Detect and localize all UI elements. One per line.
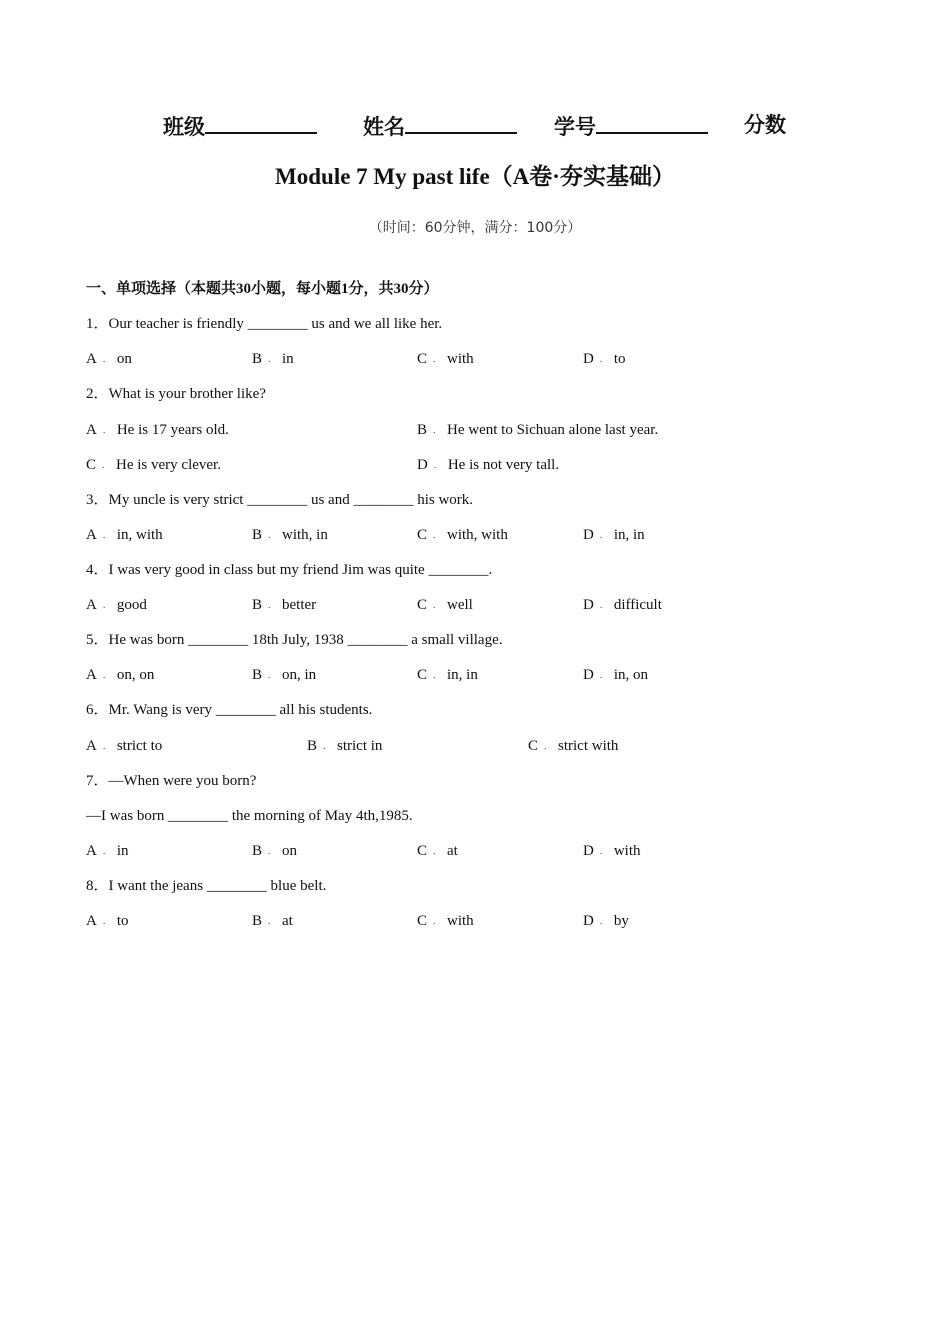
q3-option-c[interactable]: C ． with, with (417, 527, 508, 543)
q2-option-a[interactable]: A ． He is 17 years old. (86, 422, 229, 438)
name-label: 姓名 (363, 115, 405, 139)
q8-option-b[interactable]: B ． at (252, 913, 293, 929)
q2-option-b[interactable]: B ． He went to Sichuan alone last year. (417, 422, 659, 438)
q3-option-a[interactable]: A ． in, with (86, 527, 163, 543)
name-field (363, 110, 517, 142)
name-blank[interactable] (405, 110, 517, 134)
question-5-stem: 5．He was born ________ 18th July, 1938 ________ a small village. (86, 632, 503, 648)
question-7-stem: 7．—When were you born? (86, 773, 257, 789)
q4-option-d[interactable]: D ． difficult (583, 597, 662, 613)
q7-option-b[interactable]: B ． on (252, 843, 298, 859)
page-title: Module 7 My past life（A卷·夯实基础） (275, 164, 675, 189)
q2-option-c[interactable]: C ． He is very clever. (86, 457, 221, 473)
q4-option-c[interactable]: C ． well (417, 597, 473, 613)
q7-option-c[interactable]: C ． at (417, 843, 458, 859)
q5-option-a[interactable]: A ． on, on (86, 667, 155, 683)
exam-info: （时间：60分钟，满分：100分） (368, 220, 582, 236)
q1-option-d[interactable]: D ． to (583, 351, 626, 367)
q5-option-d[interactable]: D ． in, on (583, 667, 649, 683)
score-label: 分数 (744, 113, 786, 137)
q3-option-d[interactable]: D ． in, in (583, 527, 645, 543)
question-4-stem: 4．I was very good in class but my friend Jim was quite ________. (86, 562, 493, 578)
student-id-blank[interactable] (596, 110, 708, 134)
q7-option-a[interactable]: A ． in (86, 843, 129, 859)
q2-option-d[interactable]: D ． He is not very tall. (417, 457, 560, 473)
q5-option-c[interactable]: C ． in, in (417, 667, 478, 683)
question-6-stem: 6．Mr. Wang is very ________ all his students. (86, 702, 373, 718)
question-2-stem: 2．What is your brother like? (86, 386, 266, 402)
q5-option-b[interactable]: B ． on, in (252, 667, 317, 683)
q3-option-b[interactable]: B ． with, in (252, 527, 328, 543)
student-id-field (554, 110, 708, 142)
class-field (163, 110, 317, 142)
class-label: 班级 (163, 115, 205, 139)
q7-option-d[interactable]: D ． with (583, 843, 641, 859)
question-7-stem-reply: —I was born ________ the morning of May 4th,1985. (86, 808, 413, 824)
q8-option-a[interactable]: A ． to (86, 913, 129, 929)
class-blank[interactable] (205, 110, 317, 134)
q8-option-c[interactable]: C ． with (417, 913, 474, 929)
section-heading: 一、单项选择（本题共30小题，每小题1分，共30分） (86, 281, 439, 297)
score-field (744, 110, 786, 140)
student-id-label: 学号 (554, 115, 596, 139)
q6-option-a[interactable]: A ． strict to (86, 738, 163, 754)
q1-option-b[interactable]: B ． in (252, 351, 294, 367)
question-1-stem: 1．Our teacher is friendly ________ us and we all like her. (86, 316, 443, 332)
student-info-header (0, 110, 950, 144)
question-8-stem: 8．I want the jeans ________ blue belt. (86, 878, 327, 894)
q4-option-a[interactable]: A ． good (86, 597, 147, 613)
q1-option-c[interactable]: C ． with (417, 351, 474, 367)
q4-option-b[interactable]: B ． better (252, 597, 317, 613)
question-3-stem: 3．My uncle is very strict ________ us and ________ his work. (86, 492, 474, 508)
q6-option-b[interactable]: B ． strict in (307, 738, 383, 754)
q8-option-d[interactable]: D ． by (583, 913, 629, 929)
q1-option-a[interactable]: A ． on (86, 351, 132, 367)
q6-option-c[interactable]: C ． strict with (528, 738, 619, 754)
